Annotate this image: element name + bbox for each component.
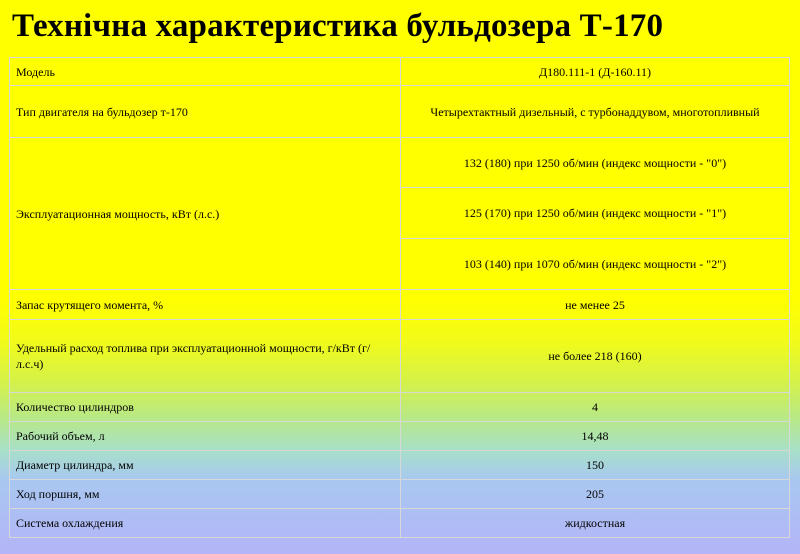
row-value: 125 (170) при 1250 об/мин (индекс мощности - "1") (401, 188, 790, 239)
row-label: Система охлаждения (10, 509, 401, 538)
row-value: 4 (401, 393, 790, 422)
table-row (10, 86, 790, 138)
table-row (10, 451, 790, 480)
page-title: Технічна характеристика бульдозера Т-170 (12, 8, 664, 44)
row-label: Удельный расход топлива при эксплуатационной мощности, г/кВт (г/л.с.ч) (10, 320, 401, 393)
row-label: Ход поршня, мм (10, 480, 401, 509)
table-row (10, 138, 790, 188)
row-value: Четырехтактный дизельный, с турбонаддувом, многотопливный (401, 86, 790, 138)
row-value: 205 (401, 480, 790, 509)
row-value: 132 (180) при 1250 об/мин (индекс мощности - "0") (401, 138, 790, 188)
row-label: Запас крутящего момента, % (10, 290, 401, 320)
table-row (10, 393, 790, 422)
row-label: Эксплуатационная мощность, кВт (л.с.) (10, 138, 401, 290)
row-value: 103 (140) при 1070 об/мин (индекс мощности - "2") (401, 239, 790, 290)
table-row (10, 422, 790, 451)
row-value: жидкостная (401, 509, 790, 538)
table-row (10, 320, 790, 393)
row-value: 150 (401, 451, 790, 480)
row-label: Количество цилиндров (10, 393, 401, 422)
row-value: Д180.111-1 (Д-160.11) (401, 58, 790, 86)
row-label: Рабочий объем, л (10, 422, 401, 451)
row-value: не более 218 (160) (401, 320, 790, 393)
spec-table (9, 57, 790, 538)
table-row (10, 290, 790, 320)
row-label: Тип двигателя на бульдозер т-170 (10, 86, 401, 138)
row-label: Диаметр цилиндра, мм (10, 451, 401, 480)
table-row (10, 480, 790, 509)
table-row (10, 509, 790, 538)
row-label: Модель (10, 58, 401, 86)
row-value: не менее 25 (401, 290, 790, 320)
table-row (10, 58, 790, 86)
row-value: 14,48 (401, 422, 790, 451)
